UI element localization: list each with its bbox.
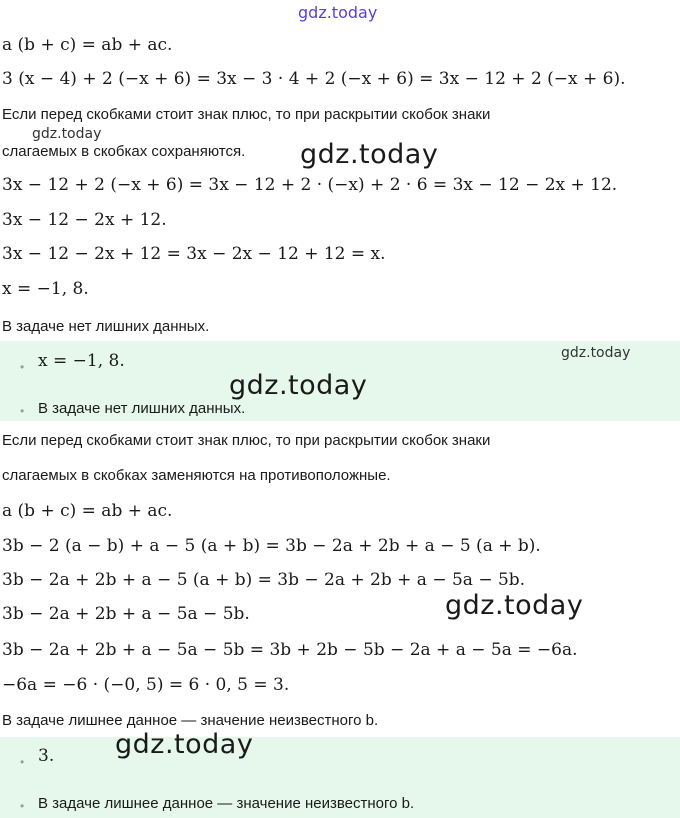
note-line-2: слагаемых в скобках сохраняются. [2, 143, 246, 160]
bullet-icon: • [20, 404, 25, 418]
conclusion-line: В задаче нет лишних данных. [2, 318, 210, 335]
answer-item-4: В задаче лишнее данное — значение неизвестного b. [38, 795, 415, 812]
answer-box-1 [0, 341, 680, 421]
watermark-small-1: gdz.today [32, 126, 102, 142]
watermark-big-1: gdz.today [300, 139, 439, 170]
answer-item-3: 3. [38, 746, 55, 766]
bullet-icon: • [20, 755, 25, 769]
watermark-big-4: gdz.today [115, 729, 254, 760]
watermark-big-2: gdz.today [229, 370, 368, 401]
answer-item-2: В задаче нет лишних данных. [38, 400, 246, 417]
step-line-2: 3x − 12 + 2 (−x + 6) = 3x − 12 + 2 · (−x) + 2 · 6 = 3x − 12 − 2x + 12. [2, 175, 618, 195]
conclusion-line-2: В задаче лишнее данное — значение неизвестного b. [2, 712, 379, 729]
result-line: x = −1, 8. [2, 279, 89, 299]
watermark-small-2: gdz.today [561, 345, 631, 361]
step-line-8: 3b − 2a + 2b + a − 5a − 5b = 3b + 2b − 5b − 2a + a − 5a = −6a. [2, 640, 578, 660]
bullet-icon: • [20, 799, 25, 813]
step-line-5: 3b − 2 (a − b) + a − 5 (a + b) = 3b − 2a + 2b + a − 5 (a + b). [2, 536, 541, 556]
step-line-7: 3b − 2a + 2b + a − 5a − 5b. [2, 604, 250, 624]
watermark-big-3: gdz.today [445, 590, 584, 621]
step-line-3: 3x − 12 − 2x + 12. [2, 210, 167, 230]
watermark-top: gdz.today [298, 3, 378, 22]
step-line-6: 3b − 2a + 2b + a − 5 (a + b) = 3b − 2a + 2b + a − 5a − 5b. [2, 570, 526, 590]
note-line-1: Если перед скобками стоит знак плюс, то при раскрытии скобок знаки [2, 106, 491, 123]
step-line-1: 3 (x − 4) + 2 (−x + 6) = 3x − 3 · 4 + 2 (−x + 6) = 3x − 12 + 2 (−x + 6). [2, 69, 626, 89]
rule-line: a (b + c) = ab + ac. [2, 35, 173, 55]
note-line-3: Если перед скобками стоит знак плюс, то при раскрытии скобок знаки [2, 432, 491, 449]
rule-line-2: a (b + c) = ab + ac. [2, 501, 173, 521]
answer-item-1: x = −1, 8. [38, 351, 125, 371]
result-line-2: −6a = −6 · (−0, 5) = 6 · 0, 5 = 3. [2, 675, 290, 695]
step-line-4: 3x − 12 − 2x + 12 = 3x − 2x − 12 + 12 = x. [2, 244, 386, 264]
note-line-4: слагаемых в скобках заменяются на противоположные. [2, 467, 391, 484]
bullet-icon: • [20, 360, 25, 374]
answer-box-2 [0, 729, 680, 818]
